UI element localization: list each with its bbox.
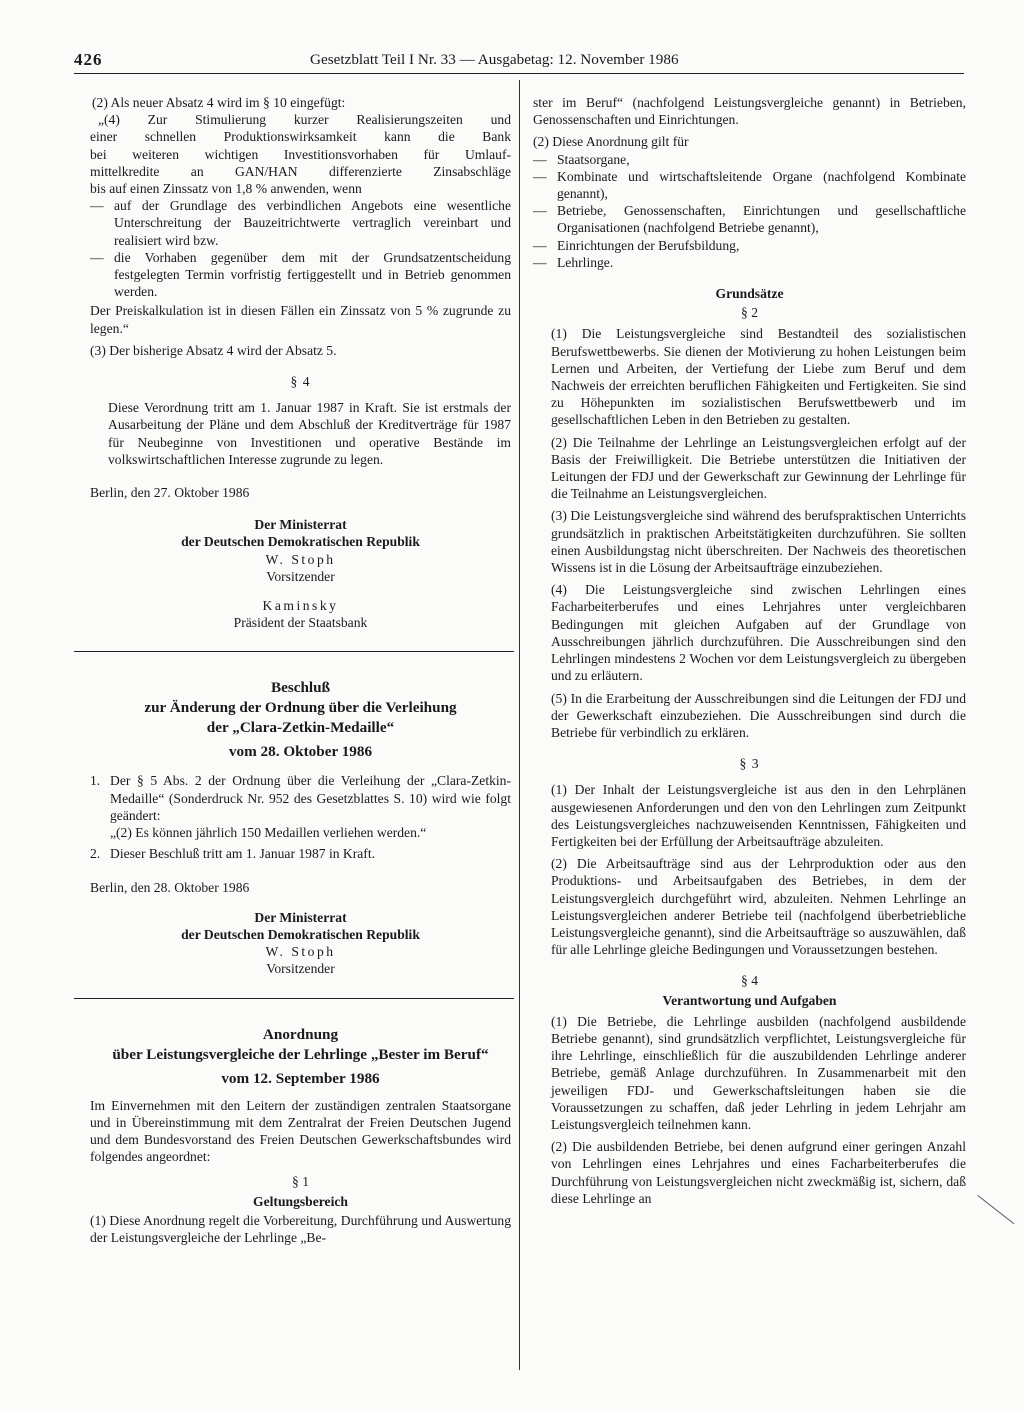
section-4-para-1: (1) Die Betriebe, die Lehrlinge ausbilden (nachfolgend ausbildende Betriebe genannt), sind grundsätzlich verpflichtet, Leistungsvergleiche für ihre Lehrlinge, einschließlich für die auszubildenden Lehrlinge anderer Betriebe, gemäß Anlage durchzuführen. In Zusammenarbeit mit den jeweiligen FDJ- und Gewerkschaftsleitungen haben sie die Voraussetzungen zu schaffen, daß jeder Lehrling in jedem Lehrjahr am Leistungsvergleich teilnehmen kann. <box>551 1013 966 1132</box>
section-2-heading: § 2 <box>741 305 758 321</box>
signature-org: der Deutschen Demokratischen Republik <box>181 926 420 942</box>
section-2-para-5: (5) In die Erarbeitung der Ausschreibungen sind die Leitungen der FDJ und der Gewerkschaft einzubeziehen. Die Ausschreibungen sind durch die Betriebe für verbindlich zu erklären. <box>551 690 966 740</box>
section-separator <box>74 998 514 999</box>
quote-line: „(4) Zur Stimulierung kurzer Realisierungszeiten und <box>98 112 511 128</box>
section-2-para-1: (1) Die Leistungsvergleiche sind Bestandteil des sozialistischen Berufswettbewerbs. Sie dienen der Motivierung zu hohen Leistungen beim Lernen und Arbeiten, der Vertiefung der Liebe zum Beruf und dem Nachweis der erreichten beruflichen Fähigkeiten und Fertigkeiten. Sie sind zu Höhepunkten im sozialistischen Berufswettbewerb und im gesellschaftlichen Leben in den Betrieben zu gestalten. <box>551 326 966 428</box>
section-1-heading: § 1 <box>292 1174 309 1190</box>
right-column <box>533 94 966 1207</box>
section-3-para-1: (1) Der Inhalt der Leistungsvergleiche ist aus den in den Lehrplänen ausgewiesenen Anforderungen und den von den Lehrlingen zum Zeitpunkt des Leistungsvergleiches nachzuweisenden Kenntnissen, Fähigkeiten und Fertigkeiten bei der Erfüllung der Arbeitsaufträge abzuleiten. <box>551 782 966 849</box>
page-header <box>74 50 754 70</box>
left-column <box>90 94 511 1246</box>
signatory-role: Vorsitzender <box>266 568 335 584</box>
date-line: Berlin, den 27. Oktober 1986 <box>90 485 250 501</box>
title-line: Beschluß <box>270 679 331 697</box>
section-2-para-4: (4) Die Leistungsvergleiche sind zwischen Lehrlingen eines Facharbeiterberufes und eines Lehrjahres unter vergleichbaren Bedingungen mit gleichen Aufgaben auf der Grundlage von Ausschreibungen jährlich durchzuführen. Die Ausschreibungen sind den Lehrlingen mindestens 2 Wochen vor dem Leistungsvergleich zu übergeben und zu erläutern. <box>551 582 966 684</box>
list-item: 2. Dieser Beschluß tritt am 1. Januar 1987 in Kraft. <box>90 846 376 862</box>
quote-line: bis auf einen Zinssatz von 1,8 % anwenden, wenn <box>90 181 362 197</box>
section-3-para-2: (2) Die Arbeitsaufträge sind aus der Lehrproduktion oder aus den Produktions- und Arbeitsaufgaben des Betriebes, in dem der Leistungsvergleich durchgeführt wird, abzuleiten. Nehmen Lehrlinge an Leistungsvergleichen anderer Betriebe teil (nachfolgend überbetriebliche Leistungsvergleiche genannt), sind die Arbeitsaufträge so auszuwählen, daß für alle Lehrlinge gleiche Bedingungen und Voraussetzungen bestehen. <box>551 856 966 958</box>
section-3-heading: § 3 <box>739 756 760 772</box>
list-item: — Staatsorgane, <box>533 151 630 167</box>
amendment-intro: (2) Als neuer Absatz 4 wird im § 10 eingefügt: <box>92 95 346 110</box>
header-rule <box>74 73 964 74</box>
anordnung-title <box>90 1025 511 1089</box>
signature-org: Der Ministerrat <box>254 909 347 925</box>
scope-list <box>533 151 966 271</box>
amendment-para-3: (3) Der bisherige Absatz 4 wird der Absatz 5. <box>90 342 337 358</box>
beschluss-items <box>90 772 511 862</box>
section-4-heading: § 4 <box>290 374 311 390</box>
title-date: vom 12. September 1986 <box>221 1069 380 1087</box>
list-item: 1. Der § 5 Abs. 2 der Ordnung über die Verleihung der „Clara-Zetkin-Medaille“ (Sonderdruck Nr. 952 des Gesetzblattes S. 10) wird wie folgt geändert: <box>90 773 511 823</box>
date-line: Berlin, den 28. Oktober 1986 <box>90 879 250 895</box>
section-2-para-2: (2) Die Teilnahme der Lehrlinge an Leistungsvergleichen erfolgt auf der Basis der Freiwilligkeit. Die Betriebe unterstützen die Initiativen der Leitungen der FDJ und der Gewerkschaft zur Gewinnung der Lehrlinge für die Teilnahme an Leistungsvergleichen. <box>551 434 966 502</box>
section-separator <box>74 651 514 652</box>
column-divider <box>519 80 520 1370</box>
signature-org: Der Ministerrat <box>254 517 347 533</box>
quote-line: mittelkredite an GAN/HAN differenzierte Zinsabschläge <box>90 163 511 179</box>
signatory-name: Kaminsky <box>262 598 339 614</box>
section-4-para-2: (2) Die ausbildenden Betriebe, bei denen aufgrund einer geringen Anzahl von Lehrlingen eines Lehrjahres und eines Facharbeiterberufes die Durchführung von Leistungsvergleichen nicht zweckmäßig ist, sichern, daß diese Lehrlinge an <box>551 1139 966 1206</box>
beschluss-title <box>90 678 511 762</box>
section-4-heading: § 4 <box>741 973 758 989</box>
section-1-title: Geltungsbereich <box>253 1193 348 1209</box>
signatory-name: W. Stoph <box>265 551 336 567</box>
amendment-end: Der Preiskalkulation ist in diesen Fällen ein Zinssatz von 5 % zugrunde zu legen.“ <box>90 303 511 336</box>
amendment-quote <box>90 111 511 197</box>
margin-pen-mark <box>977 1195 1014 1224</box>
section-4-title: Verantwortung und Aufgaben <box>662 992 837 1008</box>
quote-line: bei weiteren wichtigen Investitionsvorhaben für Umlauf- <box>90 146 511 162</box>
anordnung-intro: Im Einvernehmen mit den Leitern der zuständigen zentralen Staatsorgane und in Übereinstimmung mit dem Zentralrat der Freien Deutschen Jugend und dem Bundesvorstand des Freien Deutschen Gewerkschaftsbundes wird folgendes angeordnet: <box>90 1097 511 1165</box>
signatory-role: Präsident der Staatsbank <box>233 615 368 631</box>
continuation-text: ster im Beruf“ (nachfolgend Leistungsvergleiche genannt) in Betrieben, Genossenschaften und Einrichtungen. <box>533 95 966 128</box>
list-item: — Lehrlinge. <box>533 254 614 270</box>
signature-block <box>90 516 511 631</box>
title-line: Anordnung <box>262 1025 339 1043</box>
section-2-para-3: (3) Die Leistungsvergleiche sind während des berufspraktischen Unterrichts grundsätzlich in praktischen Arbeitstätigkeiten durchzuführen. Sie sollten einen Ausbildungstag nicht überschreiten. Der Nachweis des theoretischen Wissens ist in die Lösung der Arbeitsaufträge einzubeziehen. <box>551 508 966 576</box>
section-4-text: Diese Verordnung tritt am 1. Januar 1987 in Kraft. Sie ist erstmals der Ausarbeitung der Pläne und dem Abschluß der Kreditverträge für 1987 für Neubeginne von Investitionen und operative Bestände im volkswirtschaftlichen Interesse zugrunde zu legen. <box>108 400 511 467</box>
quote-line: einer schnellen Produktionswirksamkeit kann die Bank <box>90 129 511 145</box>
title-line: der „Clara-Zetkin-Medaille“ <box>206 719 395 737</box>
subheading-grundsaetze: Grundsätze <box>715 286 784 302</box>
title-date: vom 28. Oktober 1986 <box>228 743 373 761</box>
section-1-para-1: (1) Diese Anordnung regelt die Vorbereitung, Durchführung und Auswertung der Leistungsvergleiche der Lehrlinge „Be- <box>90 1212 511 1245</box>
list-item: — Betriebe, Genossenschaften, Einrichtungen und gesellschaftliche Organisationen (nachfolgend Betriebe genannt), <box>533 203 966 236</box>
signature-org: der Deutschen Demokratischen Republik <box>181 534 420 550</box>
signature-block <box>90 909 511 978</box>
dash-item: — die Vorhaben gegenüber dem mit der Grundsatzentscheidung festgelegten Termin vorfristig fertiggestellt und in Betrieb genommen werden. <box>90 249 511 300</box>
list-item: — Kombinate und wirtschaftsleitende Organe (nachfolgend Kombinate genannt), <box>533 168 966 202</box>
gazette-title: Gesetzblatt Teil I Nr. 33 — Ausgabetag: 12. November 1986 <box>310 51 679 68</box>
scope-intro: (2) Diese Anordnung gilt für <box>533 134 689 150</box>
dash-item: — auf der Grundlage des verbindlichen Angebots eine wesentliche Unterschreitung der Bauzeitrichtwerte vertraglich vereinbart und realisiert wird bzw. <box>90 198 511 248</box>
signatory-role: Vorsitzender <box>266 961 335 977</box>
list-item: — Einrichtungen der Berufsbildung, <box>533 237 740 253</box>
page-number: 426 <box>74 50 103 69</box>
quote-line: „(2) Es können jährlich 150 Medaillen verliehen werden.“ <box>110 825 427 841</box>
title-line: über Leistungsvergleiche der Lehrlinge „Bester im Beruf“ <box>112 1045 489 1063</box>
title-line: zur Änderung der Ordnung über die Verleihung <box>144 699 457 717</box>
signatory-name: W. Stoph <box>265 944 336 960</box>
